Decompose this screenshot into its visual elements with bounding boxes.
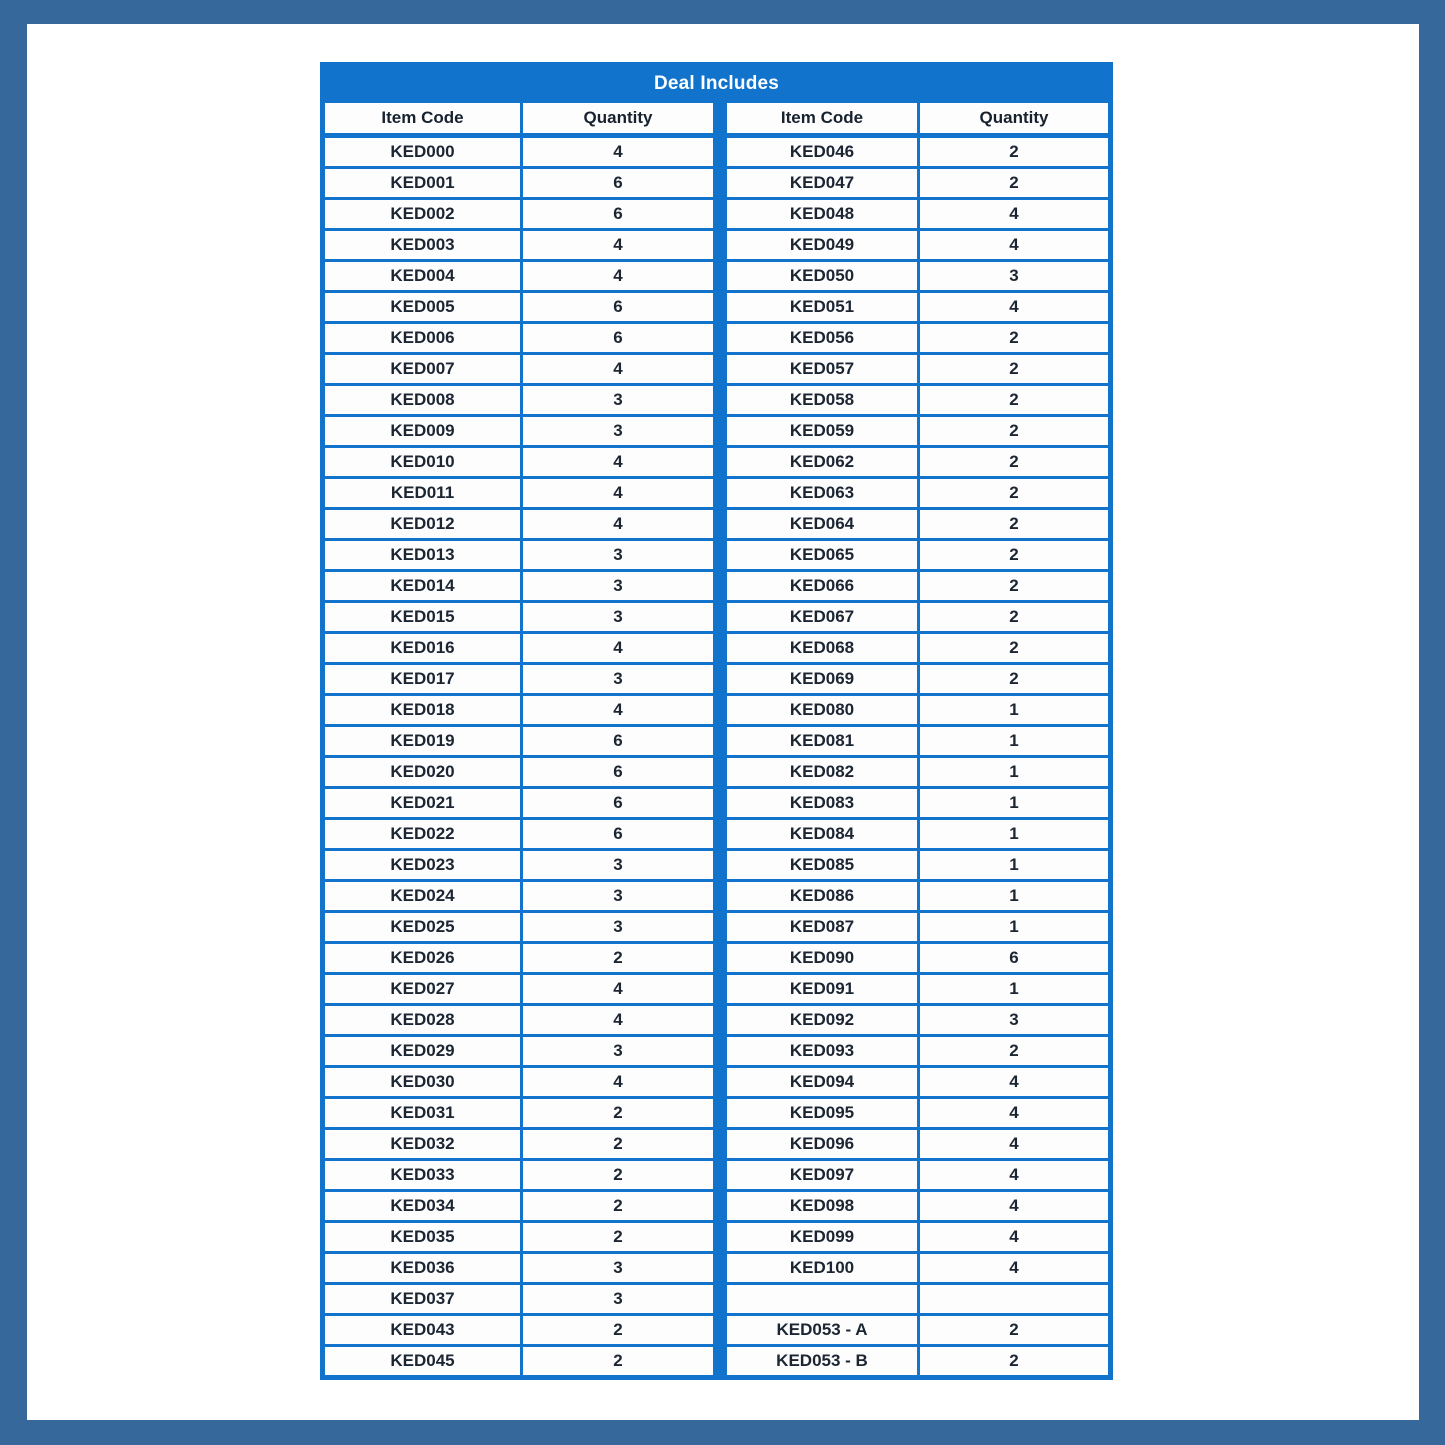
quantity-cell: 3 [523,386,713,414]
quantity-cell: 2 [920,355,1108,383]
table-row [325,1316,1108,1344]
table-row [325,696,1108,724]
item-code-cell: KED099 [727,1223,917,1251]
quantity-cell: 4 [523,696,713,724]
quantity-cell: 1 [920,913,1108,941]
item-code-cell: KED057 [727,355,917,383]
quantity-cell: 4 [920,1192,1108,1220]
quantity-cell: 4 [920,200,1108,228]
quantity-cell: 6 [523,727,713,755]
item-code-cell: KED014 [325,572,520,600]
item-code-cell: KED006 [325,324,520,352]
quantity-cell: 3 [523,851,713,879]
item-code-cell: KED007 [325,355,520,383]
item-code-cell: KED024 [325,882,520,910]
item-code-cell: KED053 - B [727,1347,917,1375]
pair-separator [716,1161,724,1189]
table-row [325,479,1108,507]
quantity-cell: 4 [523,975,713,1003]
item-code-cell: KED029 [325,1037,520,1065]
table-row [325,1099,1108,1127]
table-row [325,944,1108,972]
column-header-quantity-left: Quantity [523,103,713,133]
item-code-cell: KED058 [727,386,917,414]
table-row [325,541,1108,569]
table-row [325,1161,1108,1189]
table-row [325,138,1108,166]
item-code-cell: KED053 - A [727,1316,917,1344]
item-code-cell: KED064 [727,510,917,538]
quantity-cell: 2 [920,572,1108,600]
table-row [325,758,1108,786]
quantity-cell: 3 [920,1006,1108,1034]
quantity-cell: 2 [523,944,713,972]
item-code-cell: KED016 [325,634,520,662]
quantity-cell: 1 [920,820,1108,848]
pair-separator [716,1254,724,1282]
pair-separator [716,665,724,693]
quantity-cell: 1 [920,789,1108,817]
pair-separator [716,727,724,755]
item-code-cell: KED046 [727,138,917,166]
item-code-cell: KED022 [325,820,520,848]
table-row [325,634,1108,662]
quantity-cell: 4 [920,1254,1108,1282]
pair-separator [716,1130,724,1158]
quantity-cell: 2 [920,603,1108,631]
item-code-cell: KED017 [325,665,520,693]
quantity-cell: 4 [920,1223,1108,1251]
pair-separator [716,1347,724,1375]
item-code-cell: KED002 [325,200,520,228]
pair-separator [716,913,724,941]
item-code-cell: KED087 [727,913,917,941]
item-code-cell: KED010 [325,448,520,476]
quantity-cell: 2 [920,634,1108,662]
quantity-cell: 4 [523,634,713,662]
item-code-cell: KED096 [727,1130,917,1158]
pair-separator [716,634,724,662]
table-row [325,1130,1108,1158]
pair-separator [716,882,724,910]
quantity-cell: 2 [920,417,1108,445]
quantity-cell: 6 [523,789,713,817]
table-row [325,355,1108,383]
quantity-cell: 2 [920,138,1108,166]
quantity-cell: 2 [920,386,1108,414]
quantity-cell: 3 [523,541,713,569]
item-code-cell: KED028 [325,1006,520,1034]
quantity-cell: 4 [523,355,713,383]
item-code-cell: KED004 [325,262,520,290]
quantity-cell: 2 [920,448,1108,476]
pair-separator [716,944,724,972]
pair-separator [716,417,724,445]
quantity-cell: 4 [920,231,1108,259]
pair-separator [716,138,724,166]
quantity-cell: 2 [523,1161,713,1189]
item-code-cell: KED033 [325,1161,520,1189]
quantity-cell: 1 [920,882,1108,910]
table-row [325,293,1108,321]
table-row [325,448,1108,476]
item-code-cell: KED084 [727,820,917,848]
pair-separator [716,448,724,476]
pair-separator [716,975,724,1003]
item-code-cell: KED050 [727,262,917,290]
pair-separator [716,510,724,538]
item-code-cell: KED094 [727,1068,917,1096]
quantity-cell: 4 [920,1130,1108,1158]
item-code-cell: KED063 [727,479,917,507]
quantity-cell: 4 [920,1161,1108,1189]
quantity-cell: 6 [920,944,1108,972]
table-row [325,913,1108,941]
quantity-cell: 3 [523,882,713,910]
item-code-cell: KED025 [325,913,520,941]
table-row [325,1192,1108,1220]
table-row [325,231,1108,259]
pair-separator [716,355,724,383]
item-code-cell: KED012 [325,510,520,538]
item-code-cell: KED065 [727,541,917,569]
quantity-cell: 1 [920,727,1108,755]
item-code-cell: KED021 [325,789,520,817]
table-row [325,789,1108,817]
quantity-cell: 4 [523,138,713,166]
quantity-cell: 2 [523,1130,713,1158]
item-code-cell: KED051 [727,293,917,321]
pair-separator [716,603,724,631]
quantity-cell: 2 [920,1347,1108,1375]
pair-separator [716,1285,724,1313]
table-row [325,1068,1108,1096]
quantity-cell: 4 [523,479,713,507]
item-code-cell: KED049 [727,231,917,259]
quantity-cell: 4 [523,1006,713,1034]
column-header-item-code-right: Item Code [727,103,917,133]
pair-separator [716,1192,724,1220]
quantity-cell: 1 [920,851,1108,879]
table-row [325,510,1108,538]
pair-separator [716,262,724,290]
quantity-cell: 3 [920,262,1108,290]
item-code-cell: KED030 [325,1068,520,1096]
item-code-cell: KED035 [325,1223,520,1251]
pair-separator [716,200,724,228]
quantity-cell: 4 [523,510,713,538]
item-code-cell: KED018 [325,696,520,724]
pair-separator [716,1099,724,1127]
table-row [325,727,1108,755]
item-code-cell: KED069 [727,665,917,693]
item-code-cell: KED062 [727,448,917,476]
item-code-cell: KED047 [727,169,917,197]
table-row [325,851,1108,879]
item-code-cell: KED001 [325,169,520,197]
table-row [325,820,1108,848]
item-code-cell: KED082 [727,758,917,786]
column-header-item-code-left: Item Code [325,103,520,133]
item-code-cell: KED019 [325,727,520,755]
quantity-cell: 3 [523,603,713,631]
quantity-cell: 6 [523,200,713,228]
pair-separator [716,820,724,848]
item-code-cell: KED066 [727,572,917,600]
item-code-cell: KED008 [325,386,520,414]
table-row [325,386,1108,414]
pair-separator [716,696,724,724]
quantity-cell: 2 [920,665,1108,693]
quantity-cell: 3 [523,913,713,941]
table-row [325,200,1108,228]
table-header-row [325,103,1108,133]
document-page [27,24,1419,1420]
item-code-cell: KED011 [325,479,520,507]
quantity-cell: 1 [920,758,1108,786]
item-code-cell: KED092 [727,1006,917,1034]
quantity-cell: 4 [523,1068,713,1096]
quantity-cell: 6 [523,324,713,352]
quantity-cell [920,1285,1108,1313]
table-row [325,1285,1108,1313]
table-row [325,975,1108,1003]
table-row [325,1254,1108,1282]
pair-separator [716,169,724,197]
table-row [325,603,1108,631]
pair-separator [716,851,724,879]
quantity-cell: 2 [523,1347,713,1375]
quantity-cell: 2 [523,1099,713,1127]
quantity-cell: 2 [920,479,1108,507]
item-code-cell: KED067 [727,603,917,631]
quantity-cell: 4 [920,1068,1108,1096]
quantity-cell: 4 [523,262,713,290]
item-code-cell: KED023 [325,851,520,879]
pair-separator [716,541,724,569]
quantity-cell: 3 [523,572,713,600]
pair-separator [716,1006,724,1034]
quantity-cell: 2 [920,1316,1108,1344]
quantity-cell: 3 [523,1037,713,1065]
pair-separator [716,386,724,414]
pair-separator [716,231,724,259]
quantity-cell: 4 [523,231,713,259]
pair-separator [716,1223,724,1251]
item-code-cell: KED085 [727,851,917,879]
item-code-cell: KED005 [325,293,520,321]
item-code-cell: KED003 [325,231,520,259]
quantity-cell: 2 [920,324,1108,352]
item-code-cell: KED068 [727,634,917,662]
item-code-cell: KED027 [325,975,520,1003]
quantity-cell: 2 [523,1223,713,1251]
quantity-cell: 6 [523,758,713,786]
item-code-cell: KED091 [727,975,917,1003]
item-code-cell: KED013 [325,541,520,569]
item-code-cell: KED048 [727,200,917,228]
pair-separator [716,1068,724,1096]
pair-separator [716,1316,724,1344]
table-row [325,1347,1108,1375]
quantity-cell: 6 [523,169,713,197]
quantity-cell: 2 [920,169,1108,197]
column-header-quantity-right: Quantity [920,103,1108,133]
table-row [325,882,1108,910]
item-code-cell: KED045 [325,1347,520,1375]
quantity-cell: 2 [920,1037,1108,1065]
table-row [325,1037,1108,1065]
item-code-cell [727,1285,917,1313]
quantity-cell: 2 [523,1192,713,1220]
item-code-cell: KED036 [325,1254,520,1282]
quantity-cell: 4 [523,448,713,476]
pair-separator [716,572,724,600]
item-code-cell: KED037 [325,1285,520,1313]
pair-separator [716,103,724,133]
pair-separator [716,324,724,352]
quantity-cell: 6 [523,293,713,321]
quantity-cell: 2 [920,541,1108,569]
item-code-cell: KED043 [325,1316,520,1344]
pair-separator [716,479,724,507]
item-code-cell: KED031 [325,1099,520,1127]
table-row [325,665,1108,693]
quantity-cell: 1 [920,975,1108,1003]
item-code-cell: KED081 [727,727,917,755]
quantity-cell: 6 [523,820,713,848]
item-code-cell: KED009 [325,417,520,445]
quantity-cell: 3 [523,1285,713,1313]
quantity-cell: 2 [920,510,1108,538]
item-code-cell: KED000 [325,138,520,166]
quantity-cell: 4 [920,1099,1108,1127]
quantity-cell: 3 [523,665,713,693]
item-code-cell: KED056 [727,324,917,352]
deal-includes-table [320,62,1113,1380]
item-code-cell: KED083 [727,789,917,817]
item-code-cell: KED080 [727,696,917,724]
table-row [325,169,1108,197]
item-code-cell: KED020 [325,758,520,786]
item-code-cell: KED100 [727,1254,917,1282]
table-row [325,572,1108,600]
item-code-cell: KED097 [727,1161,917,1189]
quantity-cell: 3 [523,417,713,445]
item-code-cell: KED034 [325,1192,520,1220]
pair-separator [716,1037,724,1065]
pair-separator [716,293,724,321]
item-code-cell: KED090 [727,944,917,972]
item-code-cell: KED098 [727,1192,917,1220]
quantity-cell: 2 [523,1316,713,1344]
table-title: Deal Includes [325,67,1108,100]
table-row [325,262,1108,290]
quantity-cell: 4 [920,293,1108,321]
quantity-cell: 3 [523,1254,713,1282]
item-code-cell: KED095 [727,1099,917,1127]
item-code-cell: KED059 [727,417,917,445]
item-code-cell: KED093 [727,1037,917,1065]
table-row [325,1223,1108,1251]
table-row [325,324,1108,352]
pair-separator [716,789,724,817]
table-row [325,417,1108,445]
item-code-cell: KED086 [727,882,917,910]
pair-separator [716,758,724,786]
item-code-cell: KED015 [325,603,520,631]
item-code-cell: KED026 [325,944,520,972]
item-code-cell: KED032 [325,1130,520,1158]
quantity-cell: 1 [920,696,1108,724]
table-row [325,1006,1108,1034]
